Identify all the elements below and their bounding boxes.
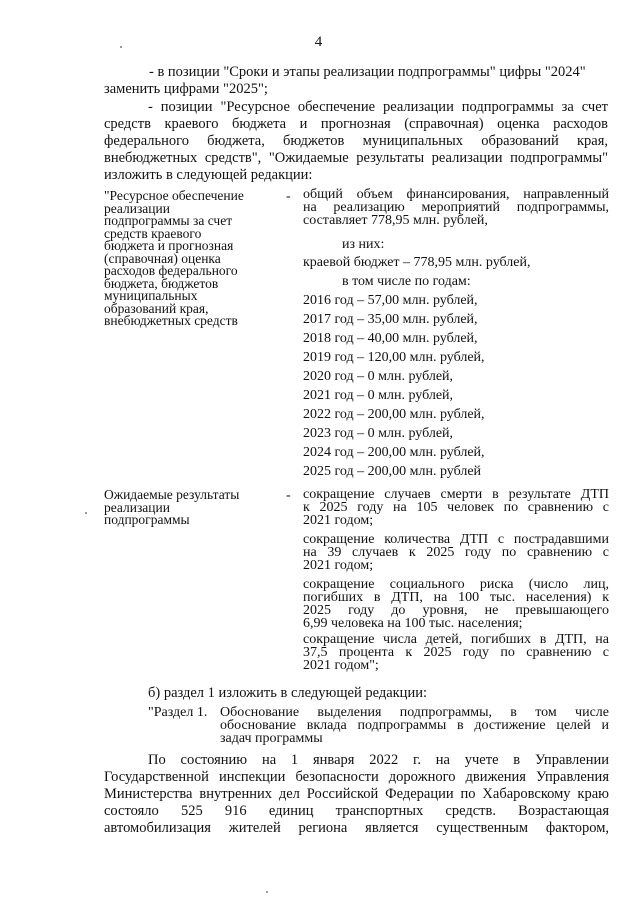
results-label-line: реализации [104, 499, 170, 515]
resource-label-line: бюджета и прогнозная [104, 238, 234, 253]
resource-dash: - [286, 189, 291, 204]
resource-by-years-label: в том числе по годам: [342, 274, 471, 289]
result-2-line-3: 2021 годом; [303, 558, 374, 573]
resource-label-line: бюджета, бюджетов [104, 275, 219, 291]
result-2-line-1: сокращение количества ДТП с пострадавшими [303, 532, 609, 547]
results-dash: - [286, 488, 291, 503]
section1-title-line-1: Обоснование выделения подпрограммы, в том числе [220, 705, 609, 720]
resource-label-line: подпрограммы за счет [104, 213, 233, 228]
scan-speck [85, 512, 87, 514]
result-1-line-1: сокращение случаев смерти в результате ДТП [303, 487, 609, 502]
results-label-line: подпрограммы [104, 512, 190, 527]
amendment-item-2-line-2: средств краевого бюджета и прогнозная (справочная) оценка расходов [104, 116, 608, 132]
section1-title-line-3: задач программы [220, 731, 323, 746]
amendment-item-2-line-3: федерального бюджета, бюджетов муниципальных образований края, [104, 133, 608, 149]
resource-year-line: 2019 год – 120,00 млн. рублей, [303, 350, 485, 365]
result-1-line-2: к 2025 году на 105 человек по сравнению с [303, 500, 609, 515]
section-b-instruction: б) раздел 1 изложить в следующей редакции: [148, 685, 427, 701]
result-3-line-2: погибших в ДТП, на 100 тыс. населения) к [303, 590, 609, 605]
resource-year-line: 2022 год – 200,00 млн. рублей, [303, 407, 485, 422]
amendment-item-2-line-4: внебюджетных средств", "Ожидаемые результаты реализации подпрограммы" [104, 150, 608, 166]
resource-year-line: 2018 год – 40,00 млн. рублей, [303, 331, 478, 346]
result-1-line-3: 2021 годом; [303, 513, 374, 528]
resource-year-line: 2020 год – 0 млн. рублей, [303, 369, 454, 384]
amendment-item-2-line-1: - позиции "Ресурсное обеспечение реализации подпрограммы за счет [148, 99, 608, 115]
resource-label-line: расходов федерального [104, 263, 238, 278]
result-4-line-1: сокращение числа детей, погибших в ДТП, на [303, 632, 609, 647]
amendment-item-1-line-2: заменить цифрами "2025"; [104, 81, 268, 97]
resource-total-line-3: составляет 778,95 млн. рублей, [303, 213, 488, 228]
result-3-line-1: сокращение социального риска (число лиц, [303, 577, 609, 592]
resource-year-line: 2024 год – 200,00 млн. рублей, [303, 445, 485, 460]
scan-speck [266, 891, 268, 893]
result-4-line-3: 2021 годом"; [303, 658, 379, 673]
resource-total-line-2: на реализацию мероприятий подпрограммы, [303, 200, 609, 215]
final-paragraph-line-2: Государственной инспекции безопасности дорожного движения Управления [104, 769, 609, 785]
resource-label-line: (справочная) оценка [104, 250, 221, 266]
resource-label-line: внебюджетных средств [104, 313, 238, 328]
resource-regional-budget: краевой бюджет – 778,95 млн. рублей, [303, 255, 531, 270]
resource-label-line: "Ресурсное обеспечение [104, 188, 244, 203]
section1-prefix: "Раздел 1. [148, 705, 208, 720]
result-2-line-2: на 39 случаев к 2025 году по сравнению с [303, 545, 609, 560]
page-number: 4 [314, 34, 323, 50]
resource-label-line: реализации [104, 200, 170, 216]
resource-year-line: 2021 год – 0 млн. рублей, [303, 388, 454, 403]
final-paragraph-line-1: По состоянию на 1 января 2022 г. на учете в Управлении [148, 752, 609, 768]
resource-year-line: 2023 год – 0 млн. рублей, [303, 426, 454, 441]
resource-year-line: 2017 год – 35,00 млн. рублей, [303, 312, 478, 327]
scan-speck [120, 46, 122, 48]
resource-label-line: образований края, [104, 300, 209, 316]
resource-label-line: муниципальных [104, 288, 198, 303]
result-3-line-4: 6,99 человека на 100 тыс. населения; [303, 616, 523, 631]
resource-label-line: средств краевого [104, 225, 202, 241]
resource-total-line-1: общий объем финансирования, направленный [303, 187, 609, 202]
resource-of-them: из них: [342, 237, 385, 252]
results-label [104, 489, 239, 527]
resource-year-line: 2016 год – 57,00 млн. рублей, [303, 293, 478, 308]
final-paragraph-line-5: автомобилизация жителей региона является существенным фактором, [104, 820, 609, 836]
final-paragraph-line-3: Министерства внутренних дел Российской Федерации по Хабаровскому краю [104, 786, 609, 802]
section1-title-line-2: обоснование вклада подпрограммы в достижение целей и [220, 718, 609, 733]
resource-year-line: 2025 год – 200,00 млн. рублей [303, 464, 482, 479]
amendment-item-2-line-5: изложить в следующей редакции: [104, 167, 313, 183]
resource-label [104, 190, 244, 328]
result-3-line-3: 2025 году до уровня, не превышающего [303, 603, 609, 618]
results-label-line: Ожидаемые результаты [104, 487, 240, 502]
final-paragraph-line-4: состояло 525 916 единиц транспортных средств. Возрастающая [104, 803, 609, 819]
result-4-line-2: 37,5 процента к 2025 году по сравнению с [303, 645, 609, 660]
amendment-item-1-line-1: - в позиции "Сроки и этапы реализации подпрограммы" цифры "2024" [149, 64, 586, 80]
